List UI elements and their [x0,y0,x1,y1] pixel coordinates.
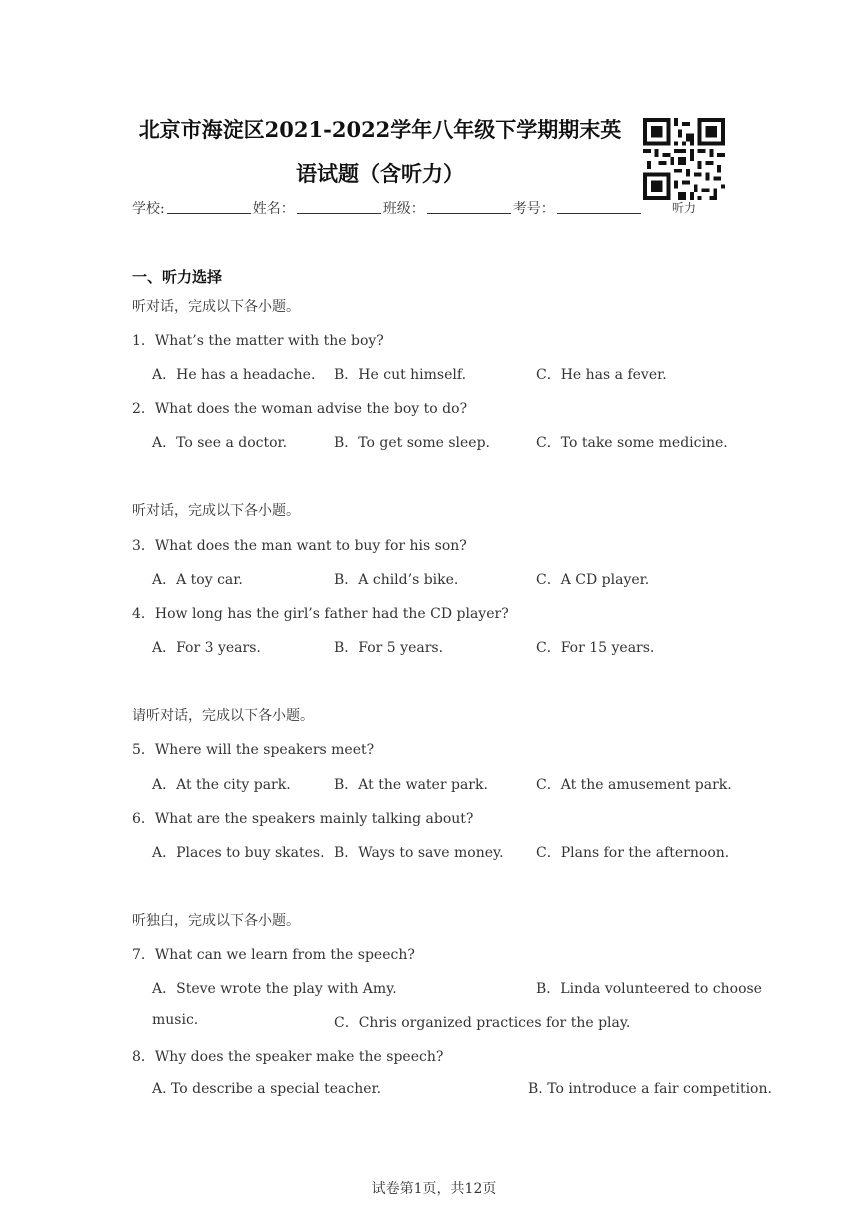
question-stem: 5．Where will the speakers meet? [132,742,375,758]
option-b[interactable]: B．A child’s bike. [334,572,459,588]
option-b[interactable]: B．At the water park. [334,777,488,793]
option-b-continuation[interactable]: music. [152,1012,199,1028]
question-stem: 3．What does the man want to buy for his son? [132,538,467,554]
option-b[interactable]: B．Linda volunteered to choose [536,981,762,997]
option-a[interactable]: A．To see a doctor. [152,435,288,451]
option-b[interactable]: B．To get some sleep. [334,435,491,451]
option-c[interactable]: C．At the amusement park. [536,777,732,793]
exam-no-blank[interactable] [557,212,641,214]
school-blank[interactable] [167,212,251,214]
option-a[interactable]: A．At the city park. [152,777,291,793]
class-label: 班级： [382,201,425,217]
qr-code-icon [643,118,725,200]
question-stem: 8．Why does the speaker make the speech? [132,1049,444,1065]
class-blank[interactable] [427,212,511,214]
question-stem: 6．What are the speakers mainly talking about? [132,811,474,827]
group-instruction: 听独白，完成以下各小题。 [132,913,300,929]
option-a[interactable]: A．He has a headache. [152,367,316,383]
option-c[interactable]: C．A CD player. [536,572,650,588]
name-blank[interactable] [297,212,381,214]
option-a[interactable]: A．Steve wrote the play with Amy. [152,981,397,997]
option-c[interactable]: C．Plans for the afternoon. [536,845,730,861]
option-b[interactable]: B．He cut himself. [334,367,467,383]
exam-title-line1: 北京市海淀区2021-2022学年八年级下学期期末英 [138,117,622,142]
exam-no-label: 考号： [512,201,555,217]
student-info-line [132,198,643,218]
page-footer: 试卷第1页，共12页 [371,1181,497,1197]
section-title: 一、听力选择 [132,268,223,286]
option-b[interactable]: B．Ways to save money. [334,845,504,861]
option-a[interactable]: A. To describe a special teacher. [152,1081,382,1097]
group-instruction: 请听对话，完成以下各小题。 [132,708,314,724]
school-label: 学校: [132,201,165,217]
exam-title-line2: 语试题（含听力） [296,161,464,186]
question-stem: 4．How long has the girl’s father had the CD player? [132,606,509,622]
option-c[interactable]: C．To take some medicine. [536,435,728,451]
option-a[interactable]: A．A toy car. [152,572,243,588]
option-c[interactable]: C．For 15 years. [536,640,655,656]
option-b[interactable]: B. To introduce a fair competition. [528,1081,772,1097]
name-label: 姓名： [252,201,295,217]
option-a[interactable]: A．Places to buy skates. [152,845,325,861]
group-instruction: 听对话，完成以下各小题。 [132,299,300,315]
option-c[interactable]: C．He has a fever. [536,367,667,383]
option-b[interactable]: B．For 5 years. [334,640,444,656]
option-c[interactable]: C．Chris organized practices for the play. [334,1015,631,1031]
option-a[interactable]: A．For 3 years. [152,640,261,656]
question-stem: 1．What’s the matter with the boy? [132,333,384,349]
group-instruction: 听对话，完成以下各小题。 [132,503,300,519]
question-stem: 2．What does the woman advise the boy to do? [132,401,468,417]
question-stem: 7．What can we learn from the speech? [132,947,415,963]
qr-label: 听力 [671,201,696,215]
